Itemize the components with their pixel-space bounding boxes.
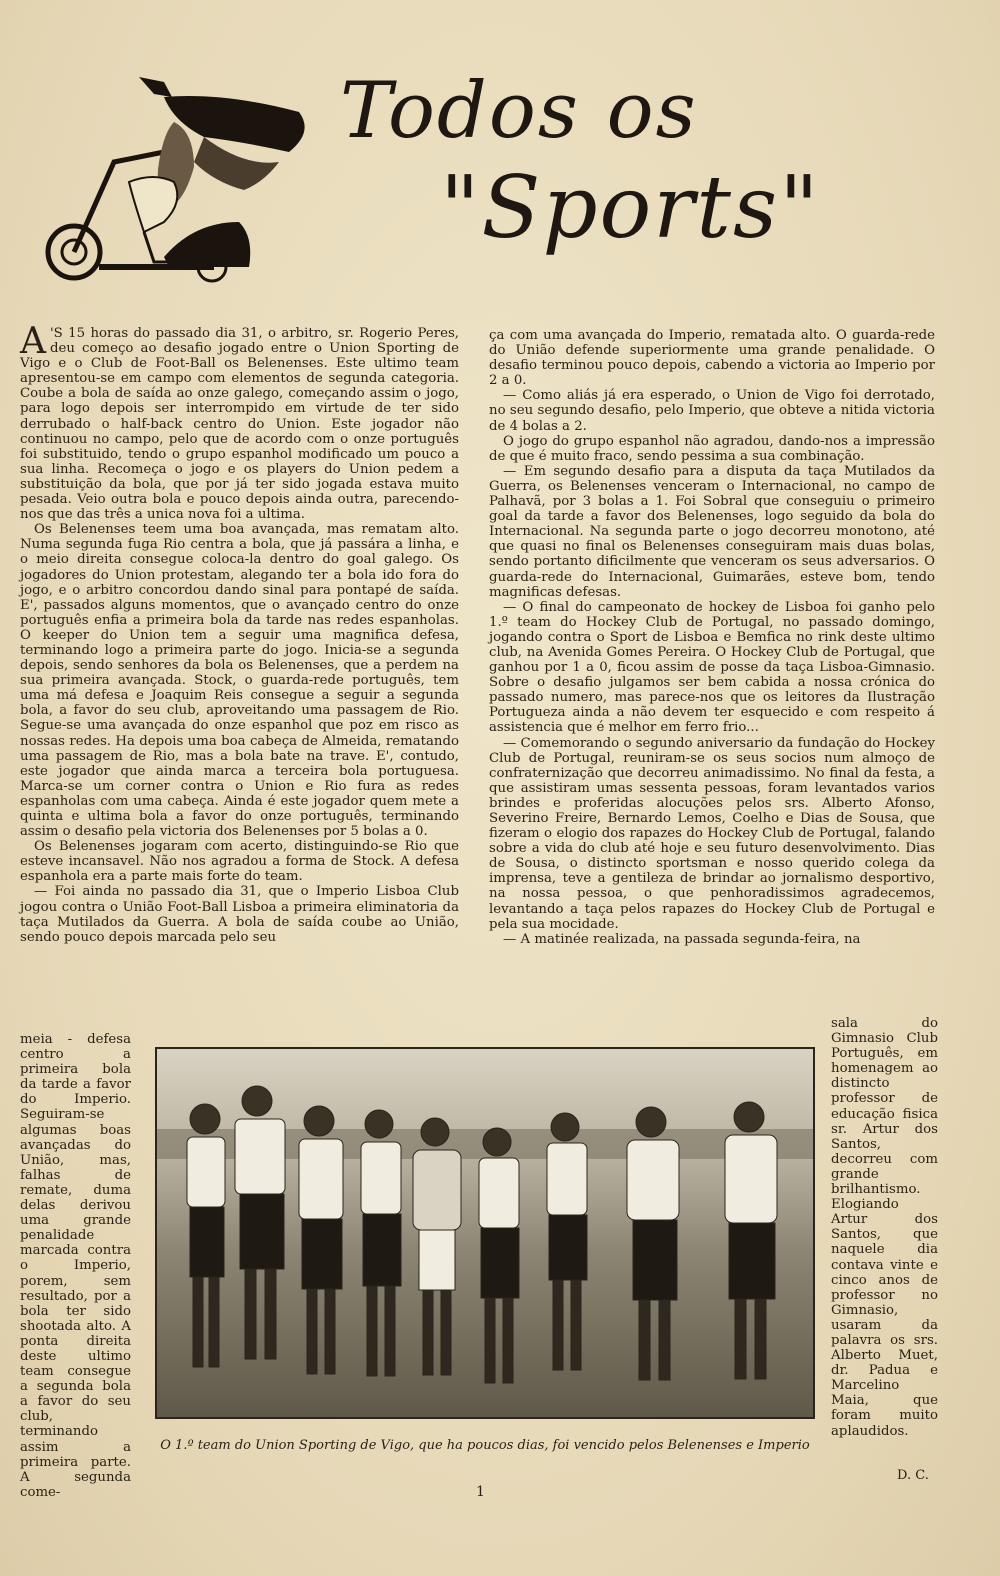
article-paragraph: — A matinée realizada, na passada segunda-feira, na xyxy=(503,931,861,947)
article-paragraph: ça com uma avançada do Imperio, rematada alto. O guarda-rede do União defende superiormente uma grande penalidade. O desafio terminou pouco depois, cabendo a victoria ao Imperio por 2 a 0. xyxy=(489,328,935,389)
right-column xyxy=(489,328,935,947)
article-paragraph: sala do Gimnasio Club Português, em homenagem ao distincto professor de educação fisica sr. Artur dos Santos, decorreu com grande brilhantismo. Elogiando Artur dos Santos, que naquele dia contava vinte e cinco anos de professor no Gimnasio, usaram da palavra os srs. Alberto Muet, dr. Padua e Marcelino Maia, que foram muito aplaudidos. xyxy=(831,1016,938,1439)
article-paragraph: — Como aliás já era esperado, o Union de Vigo foi derrotado, no seu segundo desafio, pelo Imperio, que obteve a nitida victoria de 4 bolas a 2. xyxy=(489,388,935,434)
scooter-rider-illustration xyxy=(44,72,326,292)
left-column xyxy=(20,321,459,945)
article-paragraph: — Comemorando o segundo aniversario da fundação do Hockey Club de Portugal, reuniram-se os seus socios num almoço de confraternização que decorreu animadissimo. No final da festa, a que assistiram umas sessenta pessoas, foram levantados varios brindes e proferidas alocuções pelos srs. Alberto Afonso, Severino Freire, Bernardo Lemos, Coelho e Dias de Sousa, que fizeram o elogio dos rapazes do Hockey Club de Portugal, falando sobre a vida do club até hoje e seu futuro desenvolvimento. Dias de Sousa, o distincto sportsman e nosso querido colega da imprensa, teve a gentileza de brindar ao jornalismo desportivo, na nossa pessoa, o que penhoradissimos agradecemos, levantando a taça pelos rapazes do Hockey Club de Portugal e pela sua mocidade. xyxy=(489,735,935,932)
article-paragraph: meia - defesa centro a primeira bola da tarde a favor do Imperio. Seguiram-se algumas boas avançadas do União, mas, falhas de remate, duma delas derivou uma grande penalidade marcada contra o Imperio, porem, sem resultado, por a bola ter sido shootada alto. A ponta direita deste ultimo team consegue a segunda bola a favor do seu club, terminando assim a primeira parte. A segunda come- xyxy=(20,1032,131,1500)
team-photograph xyxy=(155,1047,815,1419)
article-paragraph: Os Belenenses jogaram com acerto, distinguindo-se Rio que esteve incansavel. Não nos agradou a forma de Stock. A defesa espanhola era a parte mais forte do team. xyxy=(20,839,459,885)
photo-caption: O 1.º team do Union Sporting de Vigo, que ha poucos dias, foi vencido pelos Belenenses e Imperio xyxy=(160,1438,810,1453)
author-signature: D. C. xyxy=(897,1468,929,1483)
left-narrow-column xyxy=(20,1032,131,1500)
heading-line-2: "Sports" xyxy=(440,158,821,258)
right-narrow-column xyxy=(831,1016,938,1439)
article-paragraph: — Em segundo desafio para a disputa da taça Mutilados da Guerra, os Belenenses venceram o Internacional, no campo de Palhavã, por 3 bolas a 1. Foi Sobral que conseguiu o primeiro goal da tarde a favor dos Belenenses, logo seguido da bola do Internacional. Na segunda parte o jogo decorreu monotono, até que quasi no final os Belenenses conseguiram mais duas bolas, sendo portanto dificilmente que venceram os seus adversarios. O guarda-rede do Internacional, Guimarães, esteve bom, tendo magnificas defesas. xyxy=(489,463,935,600)
page-number: 1 xyxy=(476,1484,485,1500)
article-paragraph: A 'S 15 horas do passado dia 31, o arbitro, sr. Rogerio Peres, deu começo ao desafio jogado entre o Union Sporting de Vigo e o Club de Foot-Ball os Belenenses. Este ultimo team apresentou-se em campo com elementos de segunda categoria. Coube a bola de saída ao onze galego, começando assim o jogo, para logo depois ser interrompido em virtude de ter sido derrubado o half-back centro do Union. Este jogador não continuou no campo, pelo que de acordo com o onze português foi substituido, tendo o grupo espanhol modificado um pouco a sua linha. Recomeça o jogo e os players do Union pedem a substituição da bola, que por já ter sido jogada estava muito pesada. Veio outra bola e pouco depois ainda outra, parecendo-nos que das três a unica nova foi a ultima. xyxy=(20,321,459,523)
section-heading xyxy=(330,66,970,266)
article-paragraph: — O final do campeonato de hockey de Lisboa foi ganho pelo 1.º team do Hockey Club de Portugal, no passado domingo, jogando contra o Sport de Lisboa e Bemfica no rink deste ultimo club, na Avenida Gomes Pereira. O Hockey Club de Portugal, que ganhou por 1 a 0, ficou assim de posse da taça Lisboa-Gimnasio. Sobre o desafio julgamos ser bem cabida a nossa crónica do passado numero, mas parece-nos que os leitores da Ilustração Portugueza ainda a não devem ter esquecido e com respeito á assistencia que é melhor em ferro frio... xyxy=(489,599,935,736)
article-paragraph: O jogo do grupo espanhol não agradou, dando-nos a impressão de que é muito fraco, sendo pessima a sua combinação. xyxy=(489,433,935,464)
article-paragraph: — Foi ainda no passado dia 31, que o Imperio Lisboa Club jogou contra o União Foot-Ball Lisboa a primeira eliminatoria da taça Mutilados da Guerra. A bola de saída coube ao União, sendo pouco depois marcada pelo seu xyxy=(20,884,459,945)
drop-cap: A xyxy=(20,321,46,362)
article-paragraph: Os Belenenses teem uma boa avançada, mas rematam alto. Numa segunda fuga Rio centra a bola, que já passára a linha, e o meio direita consegue coloca-la dentro do goal galego. Os jogadores do Union protestam, alegando ter a bola ido fora do jogo, e o arbitro concordou dando sinal para pontapé de saída. E', passados alguns momentos, que o avançado centro do onze português enfia a primeira bola da tarde nas redes espanholas. O keeper do Union tem a seguir uma magnifica defesa, terminando logo a primeira parte do jogo. Inicia-se a segunda depois, sendo senhores da bola os Belenenses, que a perdem na sua primeira avançada. Stock, o guarda-rede português, tem uma má defesa e Joaquim Reis consegue a seguir a segunda bola, a favor do seu club, aproveitando uma passagem de Rio. Segue-se uma avançada do onze espanhol que poz em risco as nossas redes. Ha depois uma boa cabeça de Almeida, rematando uma passagem de Rio, mas a bola bate na trave. E', contudo, este jogador que ainda marca a terceira bola portuguesa. Marca-se um corner contra o Union e Rio fura as redes espanholas com uma cabeça. Ainda é este jogador quem mete a quinta e ultima bola a favor do onze português, terminando assim o desafio pela victoria dos Belenenses por 5 bolas a 0. xyxy=(20,522,459,840)
heading-line-1: Todos os xyxy=(340,66,698,156)
